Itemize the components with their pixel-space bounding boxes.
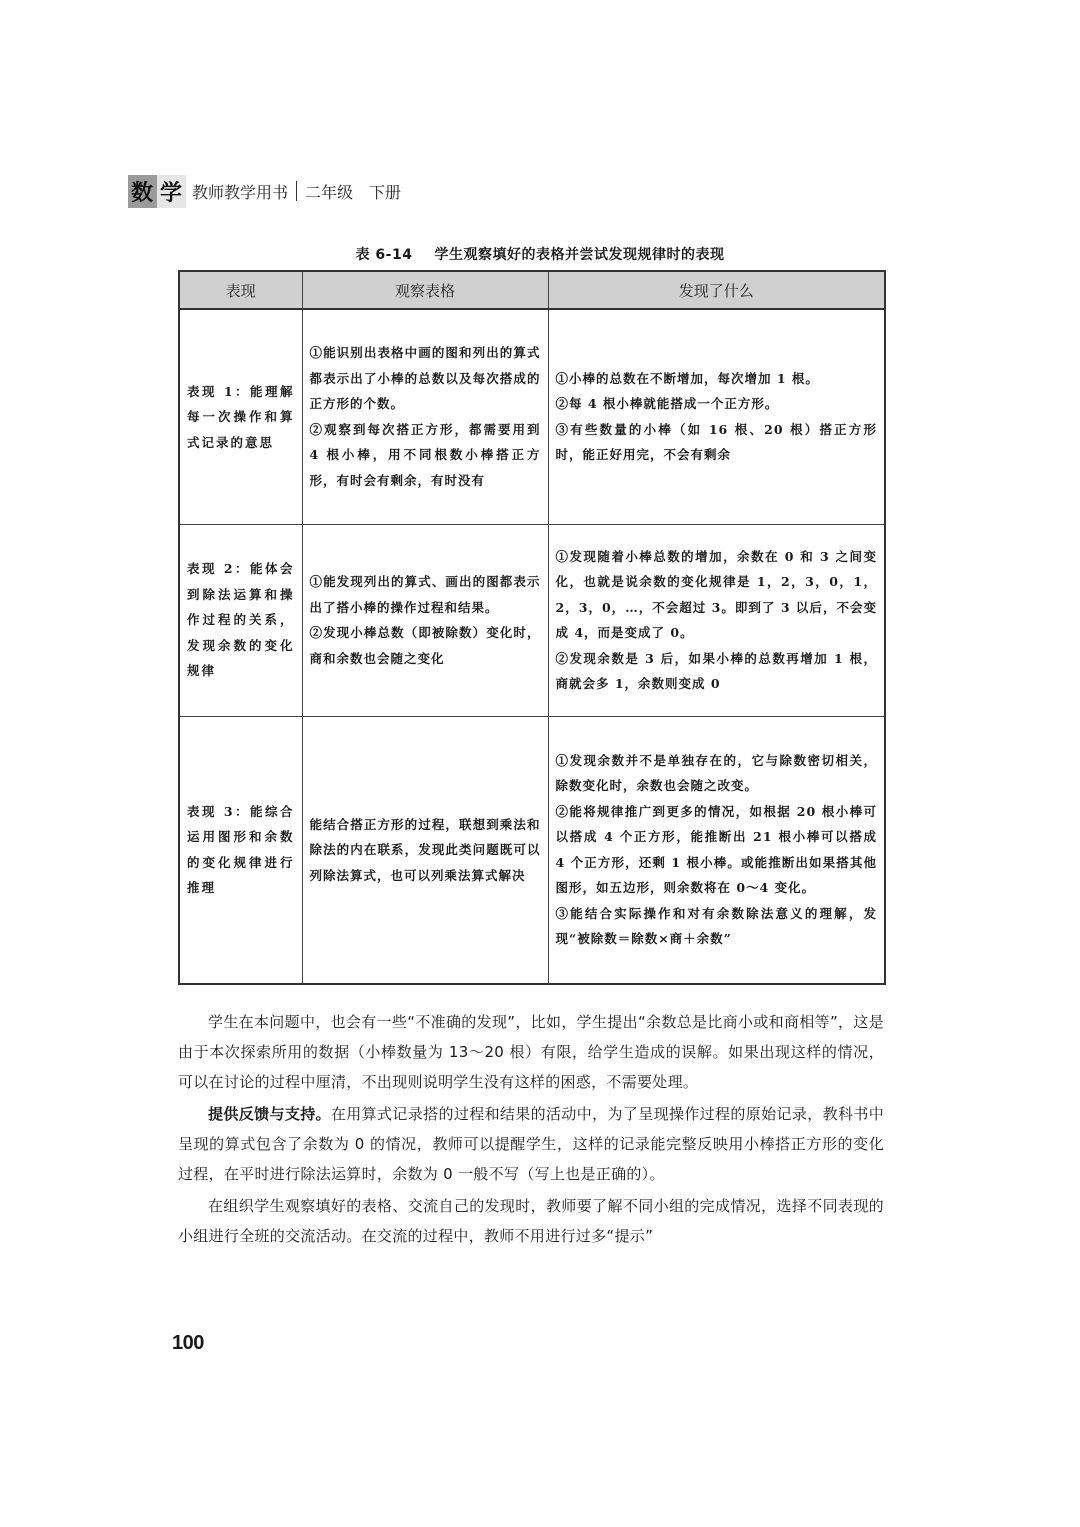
- performance-cell: 表现 3：能综合运用图形和余数的变化规律进行推理: [179, 716, 302, 984]
- table-row: [179, 524, 885, 716]
- paragraph-lead: 提供反馈与支持。: [208, 1105, 331, 1123]
- table-title: 学生观察填好的表格并尝试发现规律时的表现: [434, 247, 725, 263]
- discovery-item: ③有些数量的小棒（如 16 根、20 根）搭正方形时，能正好用完，不会有剩余: [555, 421, 877, 463]
- table-caption: [0, 244, 1080, 264]
- discovery-item: ②能将规律推广到更多的情况，如根据 20 根小棒可以搭成 4 个正方形，能推断出 21 根小棒可以搭成 4 个正方形，还剩 1 根小棒。或能推断出如果搭其他图形，如五边形，则余数将在 0～4 变化。: [555, 803, 877, 896]
- book-title: 教师教学用书: [192, 182, 289, 202]
- grade-label: 二年级 下册: [305, 182, 402, 202]
- header-observation: 观察表格: [302, 271, 548, 309]
- discovery-item: ①发现余数并不是单独存在的，它与除数密切相关，除数变化时，余数也会随之改变。: [555, 752, 877, 794]
- observation-item: ①能发现列出的算式、画出的图都表示出了搭小棒的操作过程和结果。: [309, 574, 541, 615]
- table-row: [179, 309, 885, 524]
- observation-cell: [302, 309, 548, 524]
- table-number: 表 6-14: [355, 247, 413, 263]
- discovery-cell: [548, 309, 885, 524]
- performance-cell: 表现 1：能理解每一次操作和算式记录的意思: [179, 309, 302, 524]
- discovery-item: ③能结合实际操作和对有余数除法意义的理解，发现“被除数＝除数×商＋余数”: [555, 905, 877, 947]
- paragraph-rest: 在用算式记录搭的过程和结果的活动中，为了呈现操作过程的原始记录，教科书中呈现的算式包含了余数为 0 的情况，教师可以提醒学生，这样的记录能完整反映用小棒搭正方形的变化过程，在平时进行除法运算时，余数为 0 一般不写（写上也是正确的）。: [178, 1105, 884, 1183]
- body-text: [178, 1007, 884, 1253]
- observation-item: 能结合搭正方形的过程，联想到乘法和除法的内在联系，发现此类问题既可以列除法算式，也可以列乘法算式解决: [309, 816, 541, 883]
- discovery-item: ①发现随着小棒总数的增加，余数在 0 和 3 之间变化，也就是说余数的变化规律是 1，2，3，0，1，2，3，0，…，不会超过 3。即到了 3 以后，不会变成 4，而是变成了 0。: [555, 548, 877, 640]
- subject-char-1: 数: [128, 175, 157, 208]
- table-row: [179, 716, 885, 984]
- running-header: [128, 176, 401, 206]
- performance-cell: 表现 2：能体会到除法运算和操作过程的关系，发现余数的变化规律: [179, 524, 302, 716]
- discovery-item: ②每 4 根小棒就能搭成一个正方形。: [555, 396, 779, 412]
- paragraph: [178, 1099, 884, 1189]
- performance-table: [178, 270, 886, 985]
- header-divider: [296, 181, 297, 201]
- table-header-row: [179, 271, 885, 309]
- observation-item: ①能识别出表格中画的图和列出的算式都表示出了小棒的总数以及每次搭成的正方形的个数。: [309, 345, 541, 412]
- header-discovery: 发现了什么: [548, 271, 885, 309]
- paragraph: 学生在本问题中，也会有一些“不准确的发现”，比如，学生提出“余数总是比商小或和商相等”，这是由于本次探索所用的数据（小棒数量为 13～20 根）有限，给学生造成的误解。如果出现这样的情况，可以在讨论的过程中厘清，不出现则说明学生没有这样的困惑，不需要处理。: [178, 1013, 884, 1091]
- page-number: 100: [172, 1332, 204, 1354]
- observation-cell: [302, 716, 548, 984]
- discovery-cell: [548, 716, 885, 984]
- discovery-item: ②发现余数是 3 后，如果小棒的总数再增加 1 根，商就会多 1，余数则变成 0: [555, 650, 877, 691]
- paragraph: 在组织学生观察填好的表格、交流自己的发现时，教师要了解不同小组的完成情况，选择不同表现的小组进行全班的交流活动。在交流的过程中，教师不用进行过多“提示”: [178, 1197, 884, 1245]
- observation-cell: [302, 524, 548, 716]
- subject-badge: [128, 175, 186, 208]
- header-performance: 表现: [179, 271, 302, 309]
- discovery-cell: [548, 524, 885, 716]
- observation-item: ②发现小棒总数（即被除数）变化时，商和余数也会随之变化: [309, 625, 541, 666]
- observation-item: ②观察到每次搭正方形，都需要用到 4 根小棒，用不同根数小棒搭正方形，有时会有剩余，有时没有: [309, 421, 541, 488]
- discovery-item: ①小棒的总数在不断增加，每次增加 1 根。: [555, 370, 819, 386]
- subject-char-2: 学: [157, 175, 186, 208]
